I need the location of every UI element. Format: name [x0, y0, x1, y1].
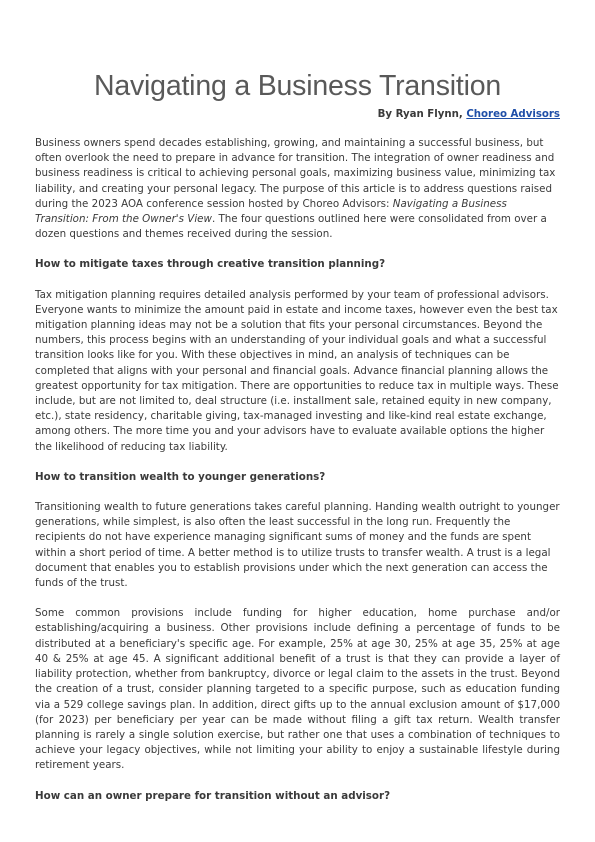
article-body: [35, 136, 560, 819]
company-link[interactable]: Choreo Advisors: [466, 109, 560, 120]
byline: [378, 109, 560, 120]
section-paragraph: Some common provisions include funding for higher education, home purchase and/or establishing/acquiring a business. Other provisions include defining a percentage of funds to be distributed at a beneficiary's specific age. For example, 25% at age 30, 25% at age 35, 25% at age 40 & 25% at age 45. A significant additional benefit of a trust is that they can provide a layer of liability protection, whether from bankruptcy, divorce or legal claim to the assets in the trust. Beyond the creation of a trust, consider planning targeted to a specific purpose, such as education funding via a 529 college savings plan. In addition, direct gifts up to the annual exclusion amount of $17,000 (for 2023) per beneficiary per year can be made without filing a gift tax return. Wealth transfer planning is rarely a single solution exercise, but rather one that uses a combination of techniques to achieve your legacy objectives, while not limiting your ability to enjoy a sustainable lifestyle during retirement years.: [35, 607, 560, 772]
section-heading-no-advisor: How can an owner prepare for transition without an advisor?: [35, 789, 391, 802]
intro-text-2: . The four questions outlined here were consolidated from over a dozen questions and themes received during the session.: [35, 213, 547, 241]
section-paragraph: Tax mitigation planning requires detailed analysis performed by your team of professional advisors. Everyone wants to minimize the amount paid in estate and income taxes, however even the best tax mitigation planning ideas may not be a solution that fits your personal circumstances. Beyond the numbers, this process begins with an understanding of your individual goals and what a successful transition looks like for you. With these objectives in mind, an analysis of techniques can be completed that aligns with your personal and financial goals. Advance financial planning allows the greatest opportunity for tax mitigation. There are opportunities to reduce tax in multiple ways. These include, but are not limited to, deal structure (i.e. installment sale, retained equity in new company, etc.), state residency, charitable giving, tax-managed investing and like-kind real estate exchange, among others. The more time you and your advisors have to evaluate available options the higher the likelihood of reducing tax liability.: [35, 288, 559, 453]
page-title: Navigating a Business Transition: [93, 70, 502, 102]
section-heading-taxes: How to mitigate taxes through creative transition planning?: [35, 258, 386, 271]
intro-paragraph: [35, 136, 560, 242]
intro-text-1: Business owners spend decades establishing, growing, and maintaining a successful business, but often overlook the need to prepare in advance for transition. The integration of owner readiness and business readiness is critical to achieving personal goals, maximizing business value, minimizing tax liability, and creating your personal legacy. The purpose of this article is to address questions raised during the 2023 AOA conference session hosted by Choreo Advisors:: [35, 137, 556, 210]
section-paragraph: Transitioning wealth to future generations takes careful planning. Handing wealth outright to younger generations, while simplest, is also often the least successful in the long run. Frequently the recipients do not have experience managing significant sums of money and the funds are spent within a short period of time. A better method is to utilize trusts to transfer wealth. A trust is a legal document that enables you to establish provisions under which the next generation can access the funds of the trust.: [35, 501, 560, 590]
section-heading-wealth: How to transition wealth to younger generations?: [35, 470, 326, 483]
session-title: Navigating a Business Transition: From the Owner's View: [35, 197, 507, 226]
author-name: By Ryan Flynn,: [377, 109, 467, 120]
